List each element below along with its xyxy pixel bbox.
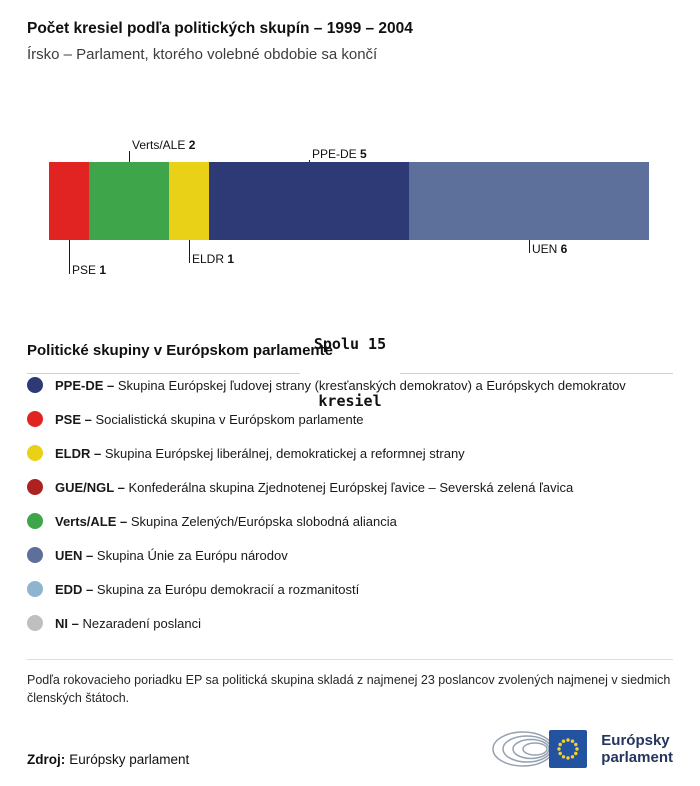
source-label: Zdroj:: [27, 752, 66, 767]
eu-flag-icon: [549, 730, 587, 768]
legend-abbr: GUE/NGL –: [55, 479, 129, 495]
legend-desc: Skupina Európskej ľudovej strany (kresťanských demokratov) a Európskych demokratov: [117, 377, 626, 393]
legend-color-dot: [27, 547, 43, 563]
legend-item: [27, 504, 673, 538]
legend-abbr: Verts/ALE –: [55, 513, 131, 529]
bar-segment-ppe-de: [209, 162, 409, 240]
bar-segment-eldr: [169, 162, 209, 240]
footnote: Podľa rokovacieho poriadku EP sa politická skupina skladá z najmenej 23 poslancov zvolených najmenej v siedmich členských štátoch.: [27, 673, 671, 706]
legend-list: [27, 368, 673, 640]
legend-abbr: EDD –: [55, 581, 97, 597]
bar-label-connector-verts-ale: [129, 151, 130, 162]
bar-segment-uen: [409, 162, 649, 240]
bar-label-eldr: ELDR 1: [192, 252, 235, 266]
legend-color-dot: [27, 411, 43, 427]
legend-item: [27, 436, 673, 470]
legend-item: [27, 572, 673, 606]
ep-logo-graphic: [489, 726, 593, 772]
legend-color-dot: [27, 445, 43, 461]
legend-item: [27, 368, 673, 402]
legend-abbr: NI –: [55, 615, 83, 631]
ep-logo: [489, 726, 673, 772]
legend-color-dot: [27, 615, 43, 631]
legend-color-dot: [27, 479, 43, 495]
legend-desc: Skupina Únie za Európu národov: [96, 547, 288, 563]
legend-desc: Skupina za Európu demokracií a rozmanitostí: [96, 581, 360, 597]
legend-heading: Politické skupiny v Európskom parlamente: [27, 342, 333, 359]
legend-desc: Nezaradení poslanci: [82, 615, 201, 631]
source-line: [27, 752, 189, 767]
ep-logo-line2: parlament: [601, 749, 673, 766]
total-line2: kresiel: [318, 392, 382, 410]
footnote-divider: [27, 659, 673, 660]
bar-label-ppe-de: PPE-DE 5: [312, 147, 367, 161]
page-title: Počet kresiel podľa politických skupín – 1999 – 2004: [27, 20, 413, 37]
legend-color-dot: [27, 581, 43, 597]
legend-desc: Skupina Zelených/Európska slobodná aliancia: [130, 513, 397, 529]
legend-desc: Skupina Európskej liberálnej, demokratickej a reformnej strany: [104, 445, 465, 461]
bar-segment-verts-ale: [89, 162, 169, 240]
legend-color-dot: [27, 513, 43, 529]
legend-item: [27, 538, 673, 572]
legend-desc: Socialistická skupina v Európskom parlamente: [95, 411, 364, 427]
stacked-bar: [49, 162, 649, 240]
page-subtitle: Írsko – Parlament, ktorého volebné obdobie sa končí: [27, 46, 378, 63]
bar-label-connector-ppe-de: [309, 160, 310, 162]
legend-abbr: UEN –: [55, 547, 97, 563]
legend-desc: Konfederálna skupina Zjednotenej Európskej ľavice – Severská zelená ľavica: [128, 479, 574, 495]
bar-label-connector-eldr: [189, 240, 190, 263]
legend-abbr: PPE-DE –: [55, 377, 118, 393]
legend-item: [27, 470, 673, 504]
legend-abbr: ELDR –: [55, 445, 105, 461]
bar-label-connector-pse: [69, 240, 70, 274]
ep-logo-line1: Európsky: [601, 731, 670, 749]
source-value: Európsky parlament: [69, 752, 190, 767]
legend-item: [27, 606, 673, 640]
ep-logo-text: [601, 732, 673, 767]
bar-label-pse: PSE 1: [72, 263, 107, 277]
bar-label-verts-ale: Verts/ALE 2: [132, 138, 196, 152]
legend-abbr: PSE –: [55, 411, 96, 427]
legend-color-dot: [27, 377, 43, 393]
bar-segment-pse: [49, 162, 89, 240]
bar-label-connector-uen: [529, 240, 530, 253]
legend-item: [27, 402, 673, 436]
bar-label-uen: UEN 6: [532, 242, 568, 256]
total-line1: Spolu 15: [313, 335, 387, 353]
seat-chart: [49, 130, 649, 290]
